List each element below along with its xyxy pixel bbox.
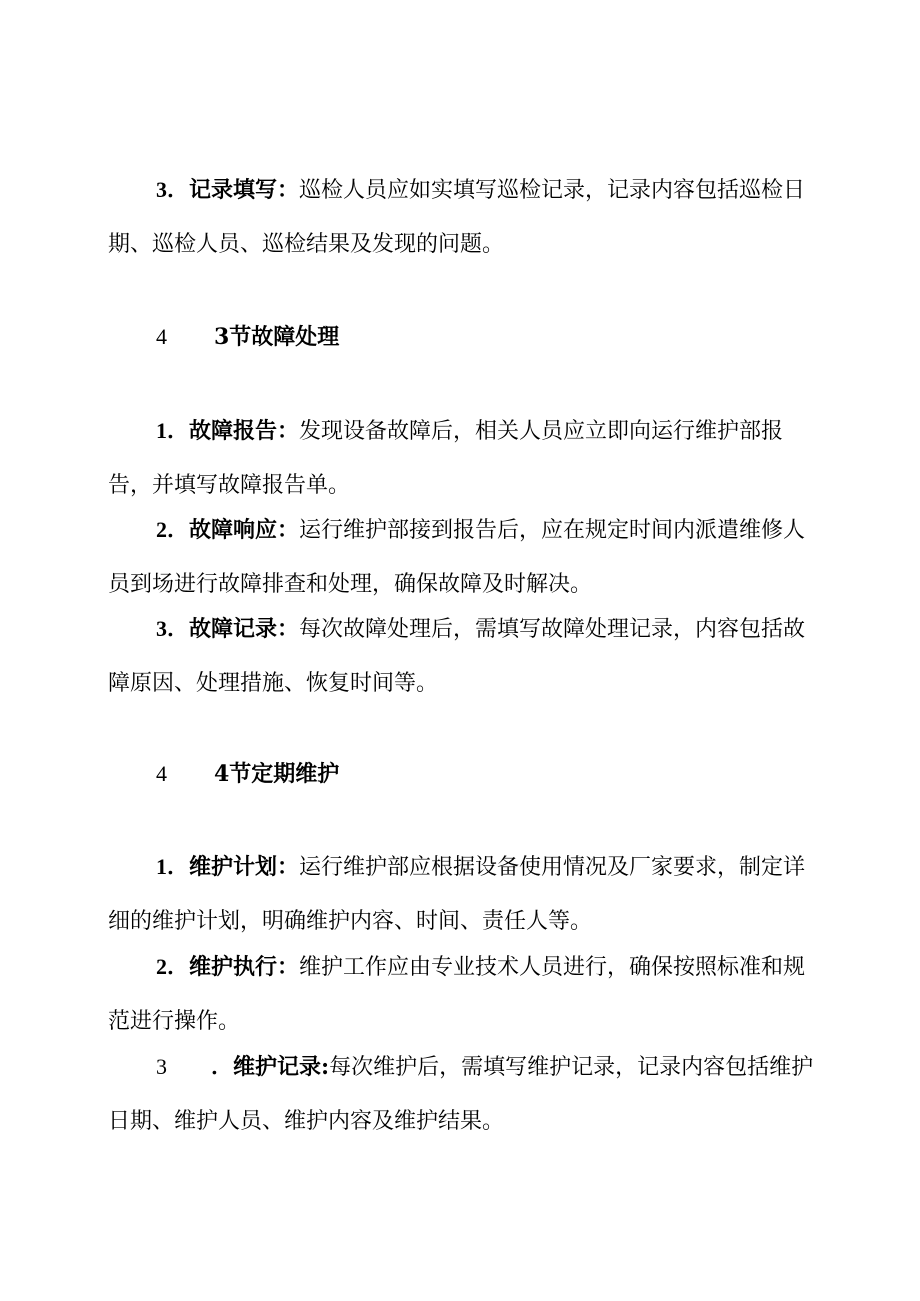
item-label: ．维护计划：: [167, 854, 300, 880]
section-title: 4节定期维护: [214, 761, 340, 787]
paragraph-record-filling: [108, 163, 820, 272]
item-number: 3: [156, 177, 167, 202]
item-label: ．维护记录:: [211, 1054, 330, 1080]
chapter-number: 4: [156, 324, 167, 349]
chapter-number: 4: [156, 761, 167, 786]
item-number: 2: [156, 517, 167, 542]
paragraph-fault-response: [108, 503, 820, 612]
item-number: 2: [156, 954, 167, 979]
item-number: 3: [156, 1054, 167, 1079]
item-label: ．记录填写：: [167, 177, 300, 203]
paragraph-fault-record: [108, 602, 820, 711]
item-label: ．维护执行：: [167, 954, 300, 980]
item-number: 1: [156, 418, 167, 443]
item-text: 每次故障处理后，需填写故障处理记录，内容包括故障原因、处理措施、恢复时间等。: [108, 617, 806, 696]
section-title: 3节故障处理: [214, 324, 340, 350]
item-label: ．故障报告：: [167, 418, 300, 444]
item-text: 运行维护部接到报告后，应在规定时间内派遣维修人员到场进行故障排查和处理，确保故障及时解决。: [108, 518, 806, 597]
item-label: ．故障记录：: [167, 616, 300, 642]
section-heading-fault-handling: [156, 322, 339, 352]
paragraph-maintenance-execution: [108, 940, 820, 1049]
item-number: 3: [156, 616, 167, 641]
section-heading-periodic-maintenance: [156, 759, 339, 789]
item-label: ．故障响应：: [167, 517, 300, 543]
paragraph-fault-report: [108, 404, 820, 513]
item-text: 每次维护后，需填写维护记录，记录内容包括维护日期、维护人员、维护内容及维护结果。: [108, 1055, 814, 1134]
paragraph-maintenance-record: [108, 1040, 820, 1149]
item-text: 运行维护部应根据设备使用情况及厂家要求，制定详细的维护计划，明确维护内容、时间、责任人等。: [108, 855, 806, 934]
item-number: 1: [156, 854, 167, 879]
item-text: 维护工作应由专业技术人员进行，确保按照标准和规范进行操作。: [108, 955, 806, 1034]
item-text: 发现设备故障后，相关人员应立即向运行维护部报告，并填写故障报告单。: [108, 419, 784, 498]
paragraph-maintenance-plan: [108, 840, 820, 949]
item-text: 巡检人员应如实填写巡检记录，记录内容包括巡检日期、巡检人员、巡检结果及发现的问题。: [108, 178, 806, 257]
